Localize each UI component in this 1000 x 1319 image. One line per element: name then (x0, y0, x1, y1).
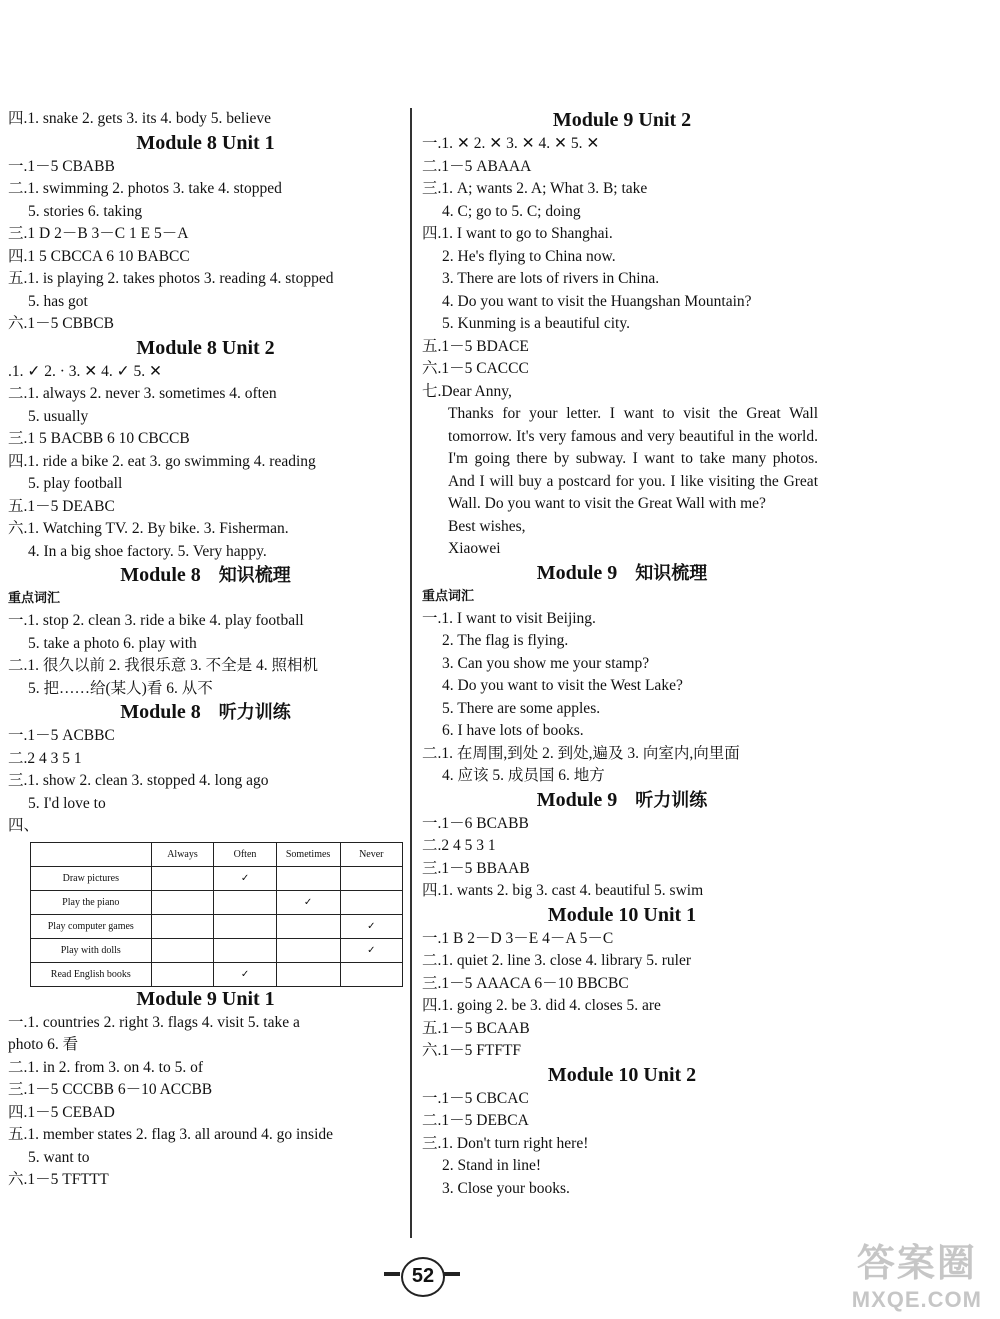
watermark-url: MXQE.COM (851, 1287, 982, 1312)
ornament-right (444, 1272, 460, 1276)
answer-line: .1. ✓ 2. · 3. ✕ 4. ✓ 5. ✕ (8, 362, 162, 380)
answer-line: 一.1－5 CBCAC (422, 1089, 529, 1107)
activity-cell: Draw pictures (31, 866, 152, 890)
answer-line: 七.Dear Anny, (422, 382, 512, 400)
section-heading (422, 788, 822, 813)
answer-line: 四、 (8, 817, 40, 834)
answer-line: 5. I'd love to (28, 794, 106, 812)
heading-text: Module 8 Unit 1 (136, 131, 275, 154)
watermark (852, 1232, 982, 1313)
answer-line: 六.1－5 FTFTF (422, 1042, 522, 1059)
answer-line: 六.1－5 TFTTT (8, 1171, 109, 1188)
answer-line: 5. usually (28, 407, 89, 425)
check-icon: ✓ (214, 866, 276, 890)
answer-line: 3. There are lots of rivers in China. (442, 270, 660, 287)
answer-line: 五.1－5 DEABC (8, 497, 115, 515)
answer-line: 二.2 4 5 3 1 (422, 837, 496, 854)
table-cell (340, 890, 402, 914)
table-header-row (31, 842, 403, 866)
answer-line: 六.1－5 CACCC (422, 360, 529, 377)
answer-line: 二.1. 在周围,到处 2. 到处,遍及 3. 向室内,向里面 (422, 744, 740, 762)
table-cell (340, 866, 402, 890)
heading-text: Module 8 (120, 701, 201, 723)
section-heading (8, 131, 403, 156)
subheading: 重点词汇 (422, 588, 475, 604)
answer-line: 三.1 D 2－B 3－C 1 E 5－A (8, 225, 189, 242)
answer-line: 五.1－5 BCAAB (422, 1019, 530, 1037)
answer-line: 3. Close your books. (442, 1179, 570, 1197)
section-heading (422, 1063, 822, 1088)
answer-line: 三.1－5 CCCBB 6－10 ACCBB (8, 1081, 213, 1098)
answer-line: 5. There are some apples. (442, 699, 601, 717)
answer-line: 二.1－5 ABAAA (422, 157, 532, 175)
heading-text: Module 9 (536, 788, 618, 811)
activity-cell: Play the piano (31, 890, 152, 914)
table-row (31, 938, 403, 962)
answer-line: 5. take a photo 6. play with (28, 634, 197, 652)
check-icon: ✓ (214, 962, 276, 986)
answer-line: 一.1－5 CBABB (8, 157, 115, 175)
section-heading (8, 987, 403, 1012)
answer-line: 5. play football (28, 475, 123, 492)
answer-line: 一.1－6 BCABB (422, 814, 529, 832)
table-cell (151, 962, 214, 986)
table-cell (214, 914, 276, 938)
table-cell (214, 938, 276, 962)
answer-line: 2. The flag is flying. (442, 632, 569, 649)
answer-line: 四.1. I want to go to Shanghai. (422, 225, 613, 242)
heading-text: Module 9 (536, 561, 618, 584)
answer-line: 一.1. ✕ 2. ✕ 3. ✕ 4. ✕ 5. ✕ (422, 135, 600, 152)
watermark-logo: 答案圈 (856, 1243, 977, 1285)
table-row (31, 962, 403, 986)
heading-text: Module 9 Unit 1 (136, 987, 275, 1010)
answer-line: 四.1. wants 2. big 3. cast 4. beautiful 5. swim (422, 882, 704, 899)
answer-line: 5. want to (28, 1148, 90, 1166)
heading-text: Module 10 Unit 1 (547, 903, 697, 926)
section-heading (8, 563, 403, 588)
check-icon: ✓ (276, 890, 340, 914)
section-heading (422, 108, 822, 133)
answer-line: 二.1. 很久以前 2. 我很乐意 3. 不全是 4. 照相机 (8, 657, 319, 674)
column-divider (410, 108, 412, 1238)
answer-line: 五.1－5 BDACE (422, 337, 529, 355)
letter-line: Best wishes, (448, 517, 526, 535)
answer-line: 四.1. ride a bike 2. eat 3. go swimming 4. reading (8, 452, 316, 470)
answer-line: 一.1 B 2－D 3－E 4－A 5－C (422, 929, 614, 947)
table-cell (276, 962, 340, 986)
heading-text: Module 9 Unit 2 (552, 109, 692, 131)
heading-text: Module 8 Unit 2 (136, 336, 275, 359)
answer-line: 五.1. member states 2. flag 3. all around 4. go inside (8, 1126, 334, 1143)
table-cell (151, 866, 214, 890)
table-cell (276, 866, 340, 890)
answer-line: 四.1. going 2. be 3. did 4. closes 5. are (422, 997, 661, 1014)
answer-line: 二.1－5 DEBCA (422, 1112, 529, 1129)
answer-line: 三.1. Don't turn right here! (422, 1134, 589, 1152)
answer-line: 4. C; go to 5. C; doing (442, 202, 581, 220)
answer-line: 5. Kunming is a beautiful city. (442, 315, 630, 332)
answer-line: 4. Do you want to visit the West Lake? (442, 677, 683, 694)
page-number: 52 (401, 1257, 445, 1297)
answer-line: 5. has got (28, 292, 88, 310)
subheading: 重点词汇 (8, 591, 61, 606)
page-number-badge (382, 1254, 478, 1294)
table-cell (151, 938, 214, 962)
table-row (31, 866, 403, 890)
letter-line: Xiaowei (448, 540, 501, 557)
answer-line: 二.1. quiet 2. line 3. close 4. library 5. ruler (422, 952, 692, 969)
right-column (422, 108, 822, 1200)
left-column (8, 108, 403, 1192)
table-cell (151, 890, 214, 914)
activity-cell: Read English books (31, 962, 152, 986)
answer-line: 二.1. in 2. from 3. on 4. to 5. of (8, 1058, 204, 1076)
letter-body: Thanks for your letter. I want to visit the Great Wall tomorrow. It's very famous and very beautiful in the world. I'm going there by subway. I want to take many photos. And I will buy a postcard for you. I like visiting the Great Wall. Do you want to visit the Great Wall with me? (448, 405, 818, 512)
answer-line: 三.1－5 AAACA 6－10 BBCBC (422, 974, 629, 992)
answer-line: 5. 把……给(某人)看 6. 从不 (28, 679, 213, 697)
answer-line: 一.1－5 ACBBC (8, 727, 115, 744)
answer-line: 4. Do you want to visit the Huangshan Mountain? (442, 292, 752, 310)
frequency-table (30, 842, 403, 987)
table-cell (276, 938, 340, 962)
table-cell (214, 890, 276, 914)
answer-line: 三.1 5 BACBB 6 10 CBCCB (8, 430, 190, 447)
table-row (31, 890, 403, 914)
table-cell (276, 914, 340, 938)
heading-subtitle: 知识梳理 (218, 565, 291, 586)
section-heading (422, 561, 822, 586)
activity-cell: Play computer games (31, 914, 152, 938)
table-row (31, 914, 403, 938)
heading-subtitle: 听力训练 (218, 702, 291, 723)
table-cell (340, 962, 402, 986)
answer-line: 6. I have lots of books. (442, 722, 584, 739)
answer-line: 2. Stand in line! (442, 1157, 542, 1174)
answer-line: 六.1－5 CBBCB (8, 315, 114, 332)
ornament-left (384, 1272, 400, 1276)
answer-line: 4. 应该 5. 成员国 6. 地方 (442, 767, 605, 784)
check-icon: ✓ (340, 938, 402, 962)
heading-subtitle: 知识梳理 (635, 562, 708, 584)
check-icon: ✓ (340, 914, 402, 938)
table-header-cell: Always (151, 842, 214, 866)
answer-line: 六.1. Watching TV. 2. By bike. 3. Fisherman. (8, 520, 289, 537)
answer-line: 四.1. snake 2. gets 3. its 4. body 5. believe (8, 110, 272, 127)
answer-line: 三.1. show 2. clean 3. stopped 4. long ago (8, 772, 269, 789)
answer-line: 五.1. is playing 2. takes photos 3. reading 4. stopped (8, 270, 334, 287)
answer-line: 一.1. countries 2. right 3. flags 4. visit 5. take a (8, 1013, 300, 1031)
answer-line: 3. Can you show me your stamp? (442, 654, 650, 672)
section-heading (8, 336, 403, 361)
table-cell (151, 914, 214, 938)
answer-line: 四.1－5 CEBAD (8, 1103, 115, 1121)
activity-cell: Play with dolls (31, 938, 152, 962)
answer-line: photo 6. 看 (8, 1036, 79, 1053)
section-heading (422, 903, 822, 928)
answer-line: 四.1 5 CBCCA 6 10 BABCC (8, 247, 190, 265)
heading-subtitle: 听力训练 (635, 789, 708, 811)
heading-text: Module 10 Unit 2 (547, 1063, 697, 1086)
answer-line: 2. He's flying to China now. (442, 247, 616, 265)
answer-line: 4. In a big shoe factory. 5. Very happy. (28, 542, 267, 560)
answer-line: 三.1. A; wants 2. A; What 3. B; take (422, 180, 648, 197)
table-header-cell (31, 842, 152, 866)
table-header-cell: Never (340, 842, 402, 866)
table-header-cell: Sometimes (276, 842, 340, 866)
answer-line: 三.1－5 BBAAB (422, 859, 530, 877)
answer-line: 一.1. I want to visit Beijing. (422, 609, 596, 627)
answer-line: 二.1. swimming 2. photos 3. take 4. stopped (8, 180, 282, 197)
answer-line: 5. stories 6. taking (28, 202, 143, 220)
section-heading (8, 700, 403, 725)
heading-text: Module 8 (120, 564, 201, 586)
table-header-cell: Often (214, 842, 276, 866)
answer-line: 一.1. stop 2. clean 3. ride a bike 4. play football (8, 612, 304, 629)
answer-line: 二.2 4 3 5 1 (8, 749, 82, 767)
answer-line: 二.1. always 2. never 3. sometimes 4. often (8, 385, 277, 402)
